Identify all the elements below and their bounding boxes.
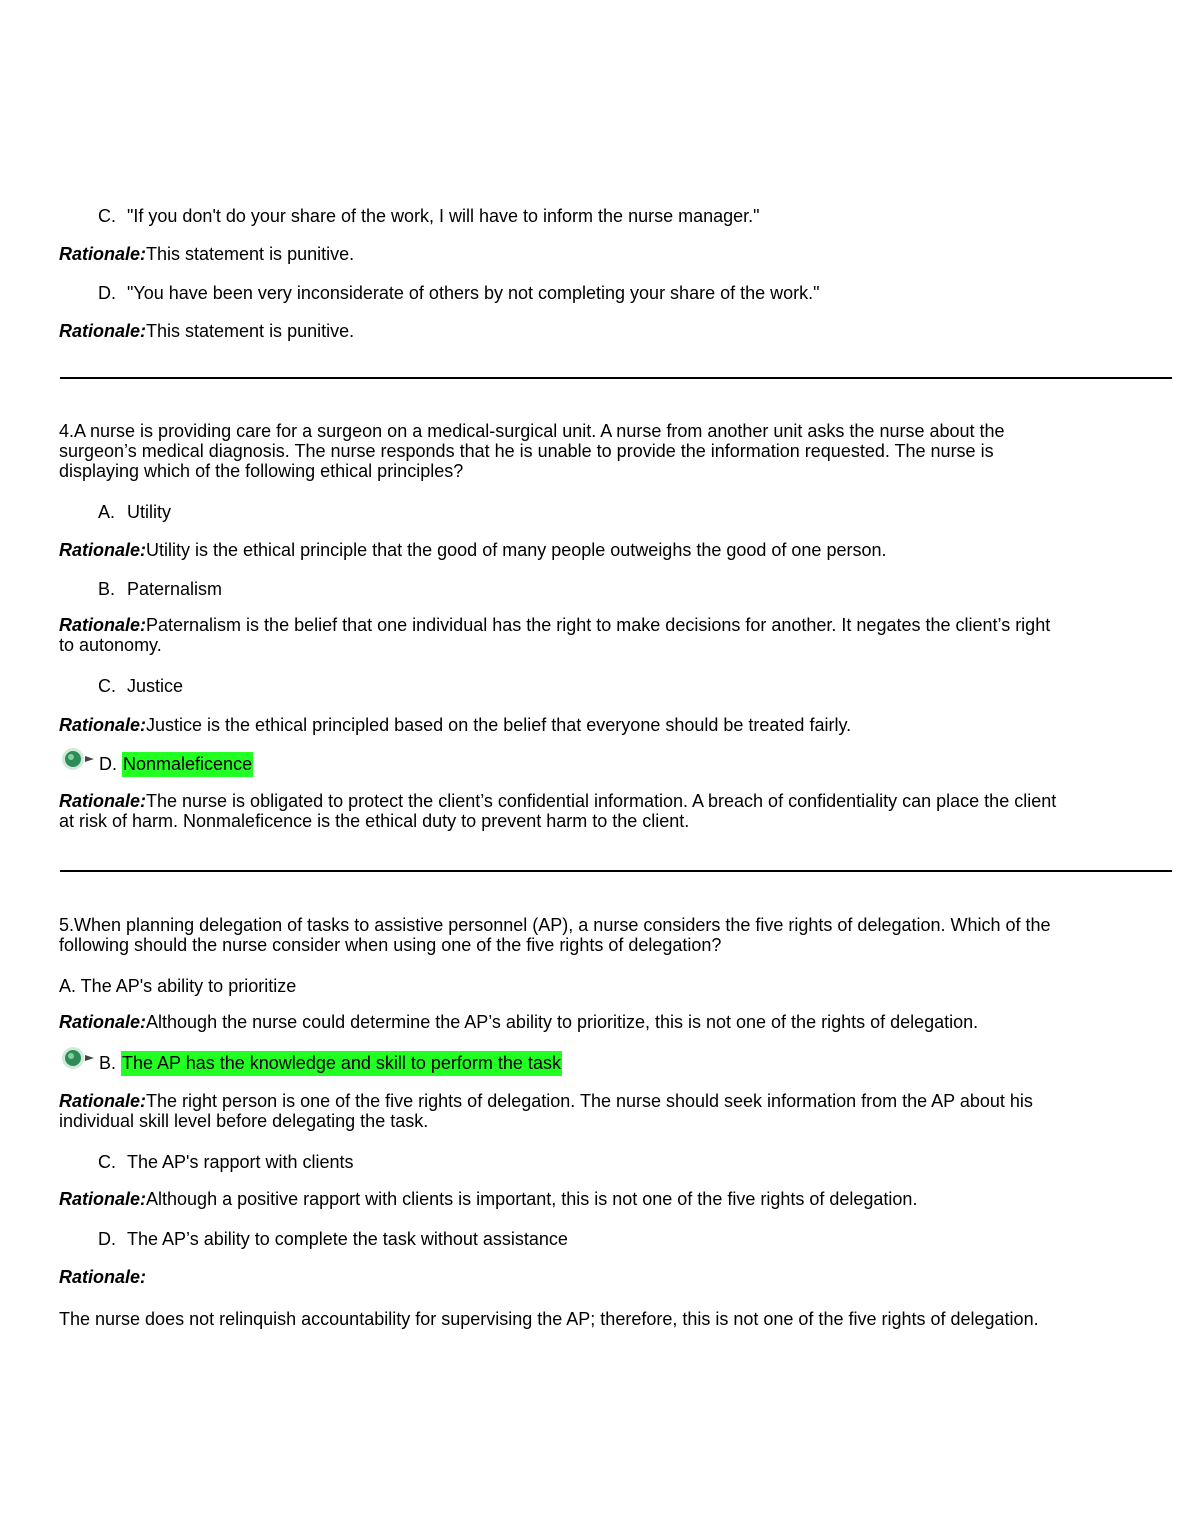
rationale-label: Rationale: xyxy=(59,1189,147,1209)
q4-option-b xyxy=(98,579,222,599)
question-divider xyxy=(60,377,1172,379)
option-text: Utility xyxy=(127,502,171,522)
q5-option-b-correct xyxy=(99,1053,562,1073)
q3-rationale-d xyxy=(59,321,1069,341)
rationale-label: Rationale: xyxy=(59,244,147,264)
q4-question-text: 4.A nurse is providing care for a surgeon on a medical-surgical unit. A nurse from another unit asks the nurse about the surgeon’s medical diagnosis. The nurse responds that he is unable to provide the information requested. The nurse is displaying which of the following ethical principles? xyxy=(59,421,1005,481)
correct-answer-highlight: Nonmaleficence xyxy=(122,752,253,777)
q3-rationale-c xyxy=(59,244,1069,264)
rationale-label: Rationale: xyxy=(59,1091,147,1111)
option-letter: D. xyxy=(99,754,117,774)
q4-rationale-d xyxy=(59,791,1069,831)
option-letter: C. xyxy=(98,1152,116,1172)
rationale-text: Although a positive rapport with clients is important, this is not one of the five rights of delegation. xyxy=(146,1189,918,1209)
rationale-label: Rationale: xyxy=(59,791,147,811)
q5-rationale-a xyxy=(59,1012,1069,1032)
option-text: "If you don't do your share of the work, I will have to inform the nurse manager." xyxy=(127,206,760,226)
rationale-label: Rationale: xyxy=(59,321,147,341)
rationale-text: The right person is one of the five rights of delegation. The nurse should seek information from the AP about his individual skill level before delegating the task. xyxy=(59,1091,1033,1131)
option-letter: B. xyxy=(99,1053,117,1073)
q3-option-d xyxy=(98,283,820,303)
q4-option-c xyxy=(98,676,183,696)
correct-answer-highlight: The AP has the knowledge and skill to perform the task xyxy=(121,1051,562,1076)
option-letter: C. xyxy=(98,206,116,226)
option-text: Justice xyxy=(127,676,184,696)
q5-option-a: A. The AP's ability to prioritize xyxy=(59,976,297,996)
q4-option-d-correct xyxy=(99,754,253,774)
q5-option-c xyxy=(98,1152,354,1172)
rationale-text: The nurse is obligated to protect the client’s confidential information. A breach of confidentiality can place the client at risk of harm. Nonmaleficence is the ethical duty to prevent harm to the client. xyxy=(59,791,1057,831)
q5-rationale-b xyxy=(59,1091,1069,1131)
option-text: The AP’s ability to complete the task without assistance xyxy=(127,1229,568,1249)
correct-answer-marker-icon xyxy=(60,1044,96,1072)
question-divider xyxy=(60,870,1172,872)
option-letter: B. xyxy=(98,579,116,599)
q5-rationale-c xyxy=(59,1189,1069,1209)
option-letter: A. xyxy=(98,502,116,522)
rationale-label: Rationale: xyxy=(59,715,147,735)
q5-option-d xyxy=(98,1229,568,1249)
rationale-label: Rationale: xyxy=(59,1267,147,1287)
option-text: Paternalism xyxy=(127,579,223,599)
rationale-text: This statement is punitive. xyxy=(146,244,355,264)
option-letter: C. xyxy=(98,676,116,696)
option-letter: D. xyxy=(98,1229,116,1249)
rationale-label: Rationale: xyxy=(59,1012,147,1032)
q4-option-a xyxy=(98,502,171,522)
rationale-text: Justice is the ethical principled based on the belief that everyone should be treated fairly. xyxy=(146,715,852,735)
rationale-text: Utility is the ethical principle that the good of many people outweighs the good of one person. xyxy=(146,540,887,560)
option-text: The AP's rapport with clients xyxy=(127,1152,354,1172)
rationale-text: Although the nurse could determine the AP’s ability to prioritize, this is not one of the rights of delegation. xyxy=(146,1012,979,1032)
q3-option-c xyxy=(98,206,760,226)
rationale-label: Rationale: xyxy=(59,615,147,635)
q5-question-text: 5.When planning delegation of tasks to assistive personnel (AP), a nurse considers the five rights of delegation. Which of the following should the nurse consider when using one of the five rights of delegation? xyxy=(59,915,1051,955)
q4-rationale-b xyxy=(59,615,1069,655)
option-letter: D. xyxy=(98,283,116,303)
option-text: "You have been very inconsiderate of others by not completing your share of the work." xyxy=(127,283,820,303)
rationale-label: Rationale: xyxy=(59,540,147,560)
q4-rationale-a xyxy=(59,540,1069,560)
correct-answer-marker-icon xyxy=(60,745,96,773)
q4-rationale-c xyxy=(59,715,1069,735)
rationale-text: This statement is punitive. xyxy=(146,321,355,341)
rationale-text: Paternalism is the belief that one individual has the right to make decisions for another. It negates the client’s right to autonomy. xyxy=(59,615,1051,655)
q5-rationale-d-label xyxy=(59,1267,1069,1287)
q5-rationale-d-text: The nurse does not relinquish accountability for supervising the AP; therefore, this is not one of the five rights of delegation. xyxy=(59,1309,1039,1329)
